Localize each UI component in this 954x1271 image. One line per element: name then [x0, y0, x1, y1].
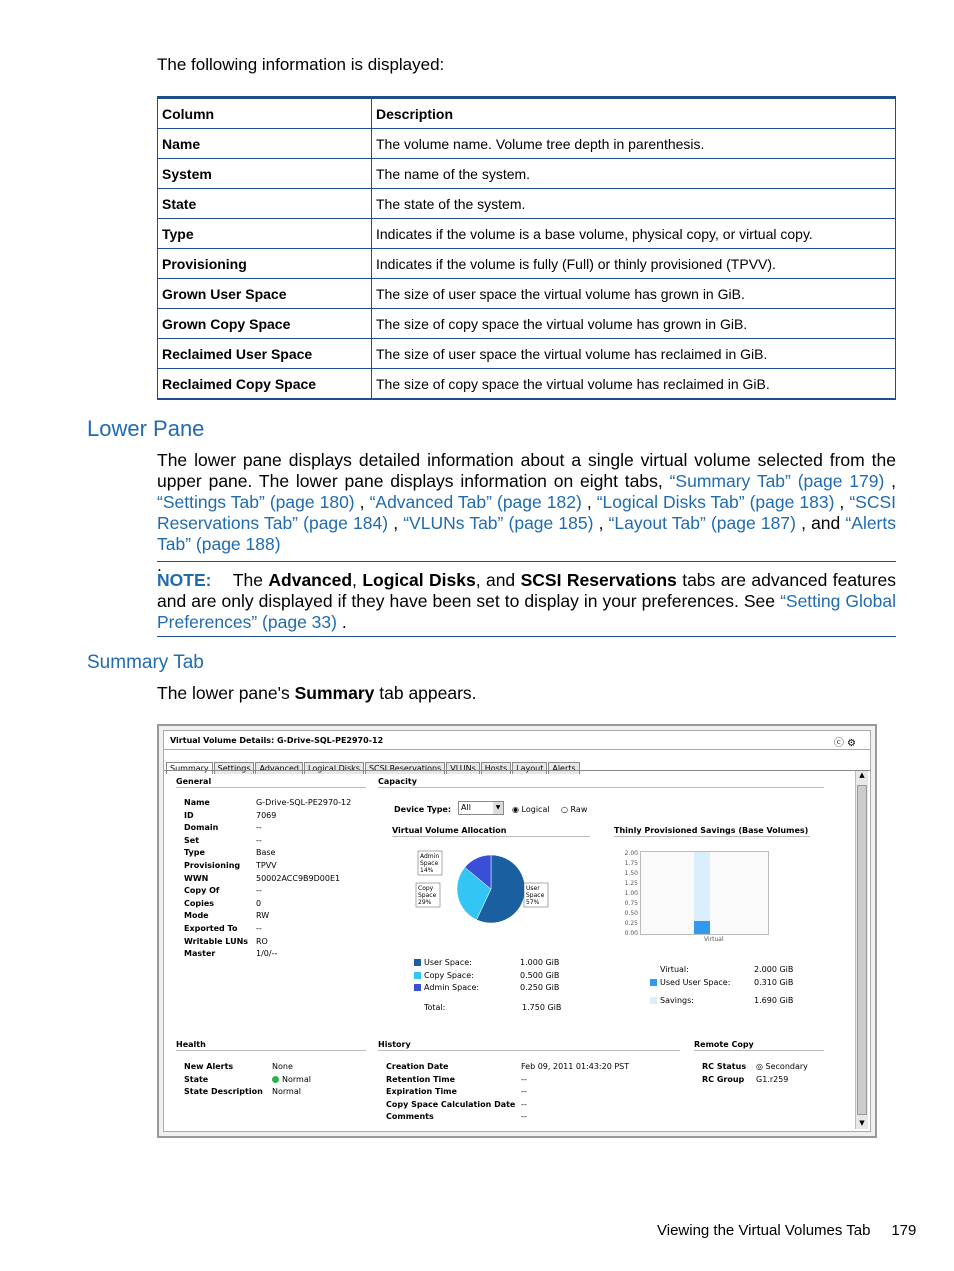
intro-text: The following information is displayed: — [157, 55, 445, 74]
column-name-cell: Name — [158, 129, 372, 159]
general-label: Master — [184, 949, 216, 959]
pie-callout-text: Space — [420, 860, 439, 867]
table-header-cell: Description — [372, 98, 896, 129]
note-pre: The — [232, 570, 263, 590]
history-label: Copy Space Calculation Date — [386, 1099, 516, 1109]
virtual-volume-details-screenshot — [157, 724, 877, 1138]
pie-callout-text: Admin — [420, 853, 440, 860]
tab-advanced[interactable]: Advanced — [255, 762, 303, 774]
general-label: Copy Of — [184, 886, 220, 896]
history-value: -- — [521, 1087, 527, 1097]
general-label: Domain — [184, 823, 219, 833]
savings-title: Thinly Provisioned Savings (Base Volumes) — [614, 826, 809, 835]
general-label: Set — [184, 835, 200, 845]
legend-label: Copy Space: — [424, 970, 474, 980]
description-cell: The size of user space the virtual volume has grown in GiB. — [372, 279, 896, 309]
pie-callout-text: User — [526, 885, 540, 892]
health-label: State — [184, 1074, 209, 1084]
column-name-cell: Type — [158, 219, 372, 249]
column-name-cell: Reclaimed User Space — [158, 339, 372, 369]
description-cell: The volume name. Volume tree depth in parenthesis. — [372, 129, 896, 159]
page-number: 179 — [891, 1222, 917, 1239]
total-value: 1.750 GiB — [522, 1003, 562, 1012]
table-row — [158, 309, 896, 339]
info-table — [157, 96, 896, 400]
legend-swatch — [414, 984, 421, 991]
tab-settings[interactable]: Settings — [214, 762, 255, 774]
column-name-cell: System — [158, 159, 372, 189]
tab-hosts[interactable]: Hosts — [481, 762, 511, 774]
bar-xlabel: Virtual — [704, 936, 724, 943]
legend-value: 0.250 GiB — [520, 983, 560, 992]
bar-tick: 1.50 — [624, 870, 638, 877]
general-value: G-Drive-SQL-PE2970-12 — [256, 798, 352, 807]
history-value: Feb 09, 2011 01:43:20 PST — [521, 1062, 630, 1071]
legend-label: User Space: — [424, 958, 472, 967]
description-cell: Indicates if the volume is a base volume, physical copy, or virtual copy. — [372, 219, 896, 249]
remote-label: RC Group — [702, 1074, 745, 1084]
pie-callout-text: 57% — [526, 899, 540, 906]
link-scsi-reservations-tab[interactable]: “SCSI Reservations Tab” (page 184) — [157, 492, 897, 533]
bar-tick: 0.75 — [624, 900, 638, 907]
help-icon[interactable]: ⓒ — [833, 738, 844, 749]
remote-value: Secondary — [765, 1062, 808, 1071]
footer-text: Viewing the Virtual Volumes Tab — [657, 1222, 871, 1239]
bar-tick: 1.00 — [624, 890, 638, 897]
legend-value: 0.500 GiB — [520, 970, 560, 980]
pie-callout-text: Space — [526, 892, 545, 899]
table-row — [158, 339, 896, 369]
general-labels — [184, 797, 248, 961]
rc-status-icon: ◎ — [756, 1062, 766, 1071]
general-value: -- — [256, 923, 262, 933]
description-cell: The size of copy space the virtual volume has grown in GiB. — [372, 309, 896, 339]
history-value: -- — [521, 1074, 527, 1084]
table-row — [158, 219, 896, 249]
scroll-down-icon[interactable]: ▼ — [859, 1119, 865, 1127]
health-value: Normal — [282, 1074, 311, 1084]
rc-status-row — [756, 1061, 808, 1074]
history-value: -- — [521, 1099, 527, 1109]
general-values — [256, 797, 351, 961]
health-label: New Alerts — [184, 1062, 234, 1071]
description-cell: The state of the system. — [372, 189, 896, 219]
title-divider — [164, 749, 870, 750]
bar-plot-area — [640, 851, 769, 935]
history-label: Creation Date — [386, 1062, 449, 1071]
total-label: Total: — [424, 1003, 446, 1012]
bar-used-user-space — [694, 921, 710, 934]
device-type-value: All — [461, 803, 471, 812]
lower-pane-paragraph: The lower pane displays detailed information about a single virtual volume selected from the upper pane. The lower pane displays information on eight tabs, “Summary Tab” (page 179) , “Settings Tab” (page 180) , “Advanced Tab” (page 182) , “Logical Disks Tab” (page 183) , “SCSI Reservations Tab” (page 184) , “VLUNs Tab” (page 185) , “Layout Tab” (page 187) , and “Alerts Tab” (page 188) . — [157, 450, 897, 575]
history-section-title: History — [378, 1040, 680, 1051]
pie-callout-text: 29% — [418, 899, 432, 906]
allocation-pie-chart — [416, 849, 545, 929]
table-row — [158, 249, 896, 279]
device-type-label: Device Type: — [394, 805, 452, 814]
description-cell: Indicates if the volume is fully (Full) or thinly provisioned (TPVV). — [372, 249, 896, 279]
general-value: 0 — [256, 898, 262, 908]
tab-layout[interactable]: Layout — [512, 762, 547, 774]
capacity-section-title: Capacity — [378, 777, 824, 788]
pie-callout-text: Space — [418, 892, 437, 899]
chevron-down-icon[interactable]: ▼ — [493, 802, 503, 814]
link-global-preferences[interactable]: “Setting Global Preferences” (page 33) — [157, 591, 896, 632]
status-ok-icon — [272, 1076, 279, 1083]
history-label: Expiration Time — [386, 1087, 457, 1097]
general-section-title: General — [176, 777, 366, 788]
summary-bold: Summary — [294, 683, 375, 703]
health-state-row — [272, 1074, 311, 1087]
savings-rows — [650, 964, 793, 1008]
details-title: Virtual Volume Details: G-Drive-SQL-PE2970-12 — [170, 736, 384, 745]
general-value: Base — [256, 848, 276, 858]
remote-values — [756, 1061, 808, 1086]
savings-label: Savings: — [660, 996, 694, 1005]
description-cell: The size of user space the virtual volume has reclaimed in GiB. — [372, 339, 896, 369]
general-label: Type — [184, 848, 205, 858]
link-advanced-tab[interactable]: “Advanced Tab” (page 182) — [369, 492, 582, 512]
tab-summary[interactable]: Summary — [166, 762, 213, 774]
remote-label: RC Status — [702, 1062, 747, 1071]
health-value: Normal — [272, 1087, 301, 1097]
bar-tick: 2.00 — [624, 850, 638, 857]
pie-legend-row — [414, 982, 559, 995]
bar-tick: 1.25 — [624, 880, 638, 887]
general-value: -- — [256, 886, 262, 896]
general-value: 1/0/-- — [256, 949, 278, 959]
remote-value: G1.r259 — [756, 1074, 789, 1084]
savings-row — [650, 977, 793, 990]
general-label: ID — [184, 810, 194, 820]
note-mid: tabs are advanced features and are only displayed if they have been set to display in your preferences. See — [157, 570, 896, 611]
savings-swatch — [650, 966, 657, 973]
column-name-cell: Grown Copy Space — [158, 309, 372, 339]
general-value: RW — [256, 911, 270, 921]
general-label: Writable LUNs — [184, 936, 249, 946]
note-top-rule — [157, 561, 896, 562]
summary-tab-heading: Summary Tab — [87, 652, 204, 673]
column-name-cell: State — [158, 189, 372, 219]
table-header-row — [158, 98, 896, 129]
history-label: Comments — [386, 1112, 434, 1122]
tab-scsi-reservations[interactable]: SCSI Reservations — [365, 762, 445, 774]
note-block: NOTE: The Advanced, Logical Disks, and SCSI Reservations tabs are advanced features and are only displayed if they have been set to display in your preferences. See “Setting Global Preferences” (page 33) . — [157, 570, 896, 632]
table-row — [158, 129, 896, 159]
bar-axis-ticks — [600, 849, 638, 939]
legend-swatch — [414, 959, 421, 966]
general-label: Copies — [184, 898, 215, 908]
pie-legend-row — [414, 970, 559, 983]
table-row — [158, 279, 896, 309]
table-row — [158, 189, 896, 219]
savings-row — [650, 964, 793, 977]
link-settings-tab[interactable]: “Settings Tab” (page 180) — [157, 492, 355, 512]
column-name-cell: Reclaimed Copy Space — [158, 369, 372, 400]
radio-raw-label: Raw — [570, 805, 588, 814]
note-logical-disks: Logical Disks — [362, 570, 476, 590]
radio-logical[interactable]: ◉ Logical — [512, 805, 550, 814]
pie-callout — [524, 883, 548, 907]
pie-callout-text: 14% — [420, 867, 434, 874]
remote-copy-section-title: Remote Copy — [694, 1040, 824, 1051]
general-label: Mode — [184, 911, 209, 921]
general-label: WWN — [184, 873, 209, 883]
tab-alerts[interactable]: Alerts — [548, 762, 579, 774]
pie-callout — [416, 883, 440, 907]
general-value: 7069 — [256, 810, 277, 820]
savings-value: 0.310 GiB — [754, 977, 794, 987]
legend-label: Admin Space: — [424, 983, 480, 992]
link-vluns-tab[interactable]: “VLUNs Tab” (page 185) — [403, 513, 594, 533]
table-row — [158, 369, 896, 400]
details-panel — [163, 730, 871, 1132]
table-header-cell: Column — [158, 98, 372, 129]
health-labels — [184, 1061, 263, 1099]
history-label: Retention Time — [386, 1074, 456, 1084]
health-section-title: Health — [176, 1040, 366, 1051]
history-values — [521, 1061, 629, 1124]
note-bottom-rule — [157, 636, 896, 637]
general-label: Exported To — [184, 923, 238, 933]
scroll-thumb[interactable] — [857, 785, 867, 1115]
tab-vluns[interactable]: VLUNs — [446, 762, 480, 774]
savings-swatch — [650, 979, 657, 986]
table-row — [158, 159, 896, 189]
link-summary-tab[interactable]: “Summary Tab” (page 179) — [669, 471, 885, 491]
general-label: Provisioning — [184, 860, 241, 870]
column-name-cell: Provisioning — [158, 249, 372, 279]
lower-pane-heading: Lower Pane — [87, 416, 205, 441]
link-layout-tab[interactable]: “Layout Tab” (page 187) — [608, 513, 796, 533]
radio-raw[interactable]: ○ Raw — [561, 805, 588, 814]
general-value: 50002ACC9B9D00E1 — [256, 873, 341, 883]
pie-callout-text: Copy — [418, 885, 434, 892]
period-text: . — [157, 555, 162, 575]
note-label: NOTE: — [157, 570, 212, 590]
lower-pane-text: The lower pane displays detailed information about a single virtual volume selected from the upper pane. The lower pane displays information on eight tabs, — [157, 450, 896, 491]
savings-value: 1.690 GiB — [754, 996, 794, 1005]
column-name-cell: Grown User Space — [158, 279, 372, 309]
scroll-up-icon[interactable]: ▲ — [859, 771, 865, 779]
summary-pre: The lower pane's — [157, 683, 290, 703]
and-text: and — [811, 513, 841, 533]
link-alerts-tab[interactable]: “Alerts Tab” (page 188) — [157, 513, 896, 554]
pie-legend-row — [414, 957, 559, 970]
tab-divider — [164, 770, 870, 771]
history-labels — [386, 1061, 515, 1124]
device-type-select[interactable] — [458, 801, 504, 815]
bar-tick: 0.50 — [624, 910, 638, 917]
allocation-title: Virtual Volume Allocation — [392, 826, 590, 837]
bar-tick: 0.00 — [624, 930, 638, 937]
note-end: . — [341, 612, 347, 632]
pie-callout — [418, 851, 442, 875]
settings-icon[interactable]: ⚙ — [847, 738, 856, 749]
note-scsi-reservations: SCSI Reservations — [520, 570, 677, 590]
savings-label: Used User Space: — [660, 977, 731, 987]
savings-row — [650, 995, 793, 1008]
pie-legend — [414, 957, 559, 995]
savings-value: 2.000 GiB — [754, 965, 794, 974]
description-cell: The name of the system. — [372, 159, 896, 189]
history-value: -- — [521, 1112, 527, 1122]
savings-label: Virtual: — [660, 965, 689, 974]
footer — [657, 1222, 916, 1239]
tab-bar — [166, 756, 581, 775]
vertical-scrollbar[interactable] — [855, 771, 868, 1129]
panel-icons — [834, 734, 856, 749]
summary-tab-text — [157, 683, 477, 704]
health-values — [272, 1061, 311, 1099]
tab-logical-disks[interactable]: Logical Disks — [304, 762, 364, 774]
general-value: -- — [256, 835, 262, 845]
general-value: RO — [256, 936, 268, 946]
description-cell: The size of copy space the virtual volume has reclaimed in GiB. — [372, 369, 896, 400]
radio-logical-label: Logical — [521, 805, 550, 814]
health-label: State Description — [184, 1087, 263, 1097]
legend-swatch — [414, 972, 421, 979]
note-advanced: Advanced — [268, 570, 353, 590]
remote-labels — [702, 1061, 746, 1086]
general-value: -- — [256, 823, 262, 833]
bar-tick: 1.75 — [624, 860, 638, 867]
health-value: None — [272, 1062, 293, 1071]
general-value: TPVV — [256, 860, 277, 870]
bar-tick: 0.25 — [624, 920, 638, 927]
general-label: Name — [184, 798, 210, 807]
summary-post: tab appears. — [379, 683, 477, 703]
link-logical-disks-tab[interactable]: “Logical Disks Tab” (page 183) — [596, 492, 835, 512]
savings-swatch — [650, 997, 657, 1004]
legend-value: 1.000 GiB — [520, 958, 560, 967]
